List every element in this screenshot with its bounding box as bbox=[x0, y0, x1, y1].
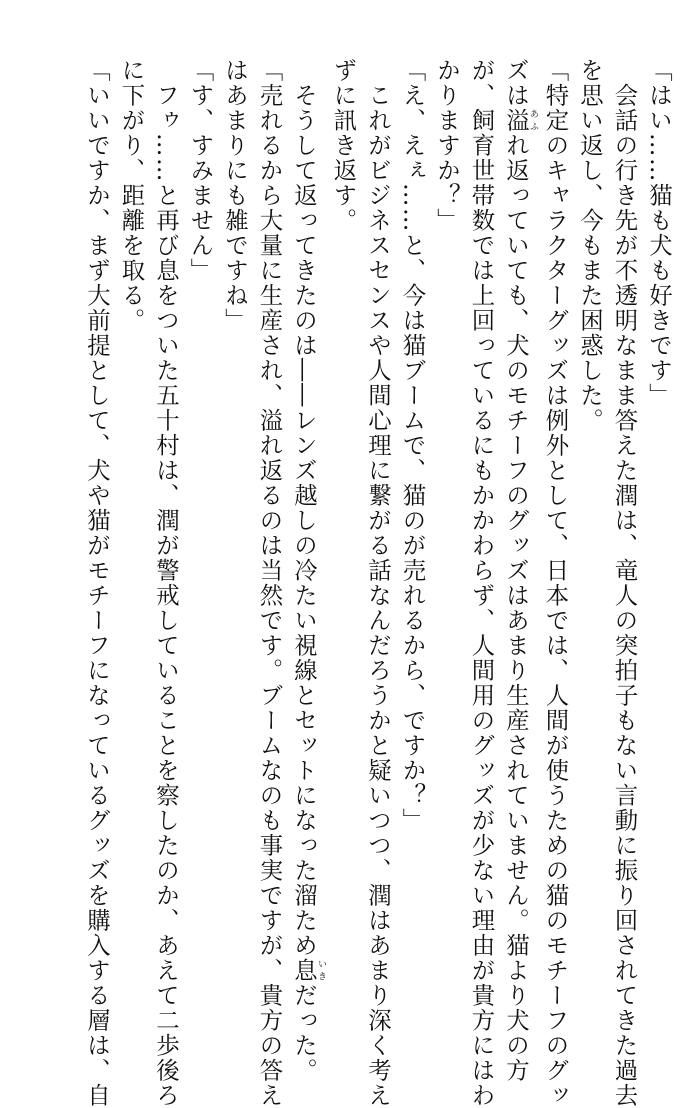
text-line: 「特定のキャラクターグッズは例外として、日本では、人間が使うための猫のモチーフのグッ bbox=[541, 58, 570, 1108]
text-line: かりますか？」 bbox=[433, 58, 461, 233]
text-line: に下がり、距離を取る。 bbox=[117, 58, 146, 333]
text-line: 「す、すみません」 bbox=[186, 58, 215, 283]
text-line: を思い返し、今もまた困惑した。 bbox=[576, 58, 604, 433]
text-line: 「はい……猫も犬も好きです」 bbox=[645, 58, 673, 408]
furigana: 息いき bbox=[290, 957, 326, 983]
text-line: 会話の行き先が不透明なまま答えた潤は、竜人の突拍子もない言動に振り回されてきた過去 bbox=[610, 58, 639, 1108]
text-line: これがビジネスセンスや人間心理に繋がる話なんだろうかと疑いつつ、潤はあまり深く考え bbox=[364, 58, 392, 1108]
text-line: 「いいですか、まず大前提として、犬や猫がモチーフになっているグッズを購入する層は、自 bbox=[83, 58, 111, 1108]
text-line: フゥ……と再び息をついた五十村は、潤が警戒していることを察したのか、あえて二歩後ろ bbox=[152, 58, 180, 1108]
furigana-reading: あふ bbox=[528, 108, 538, 133]
furigana: 溢あふ bbox=[502, 108, 538, 133]
text-line: が、飼育世帯数では上回っているにもかかわらず、人間用のグッズが少ない理由が貴方にはわ bbox=[467, 58, 496, 1108]
text-line: 「売れるから大量に生産され、溢れ返るのは当然です。ブームなのも事実ですが、貴方の答え bbox=[255, 58, 284, 1108]
text-line: はあまりにも雑ですね」 bbox=[221, 58, 249, 333]
text-line: 「え、えぇ……と、今は猫ブームで、猫のが売れるから、ですか？」 bbox=[398, 58, 427, 833]
text-line: ズは溢あふれ返っていても、犬のモチーフのグッズはあまり生産されていません。猫より犬の方 bbox=[502, 58, 538, 1083]
text-line: そうして返ってきたのは――レンズ越しの冷たい視線とセットになった溜ため息いきだった。 bbox=[290, 58, 326, 1083]
text-line: ずに訊き返す。 bbox=[329, 58, 358, 233]
vertical-text-body bbox=[16, 58, 676, 1108]
furigana-reading: いき bbox=[316, 957, 326, 983]
